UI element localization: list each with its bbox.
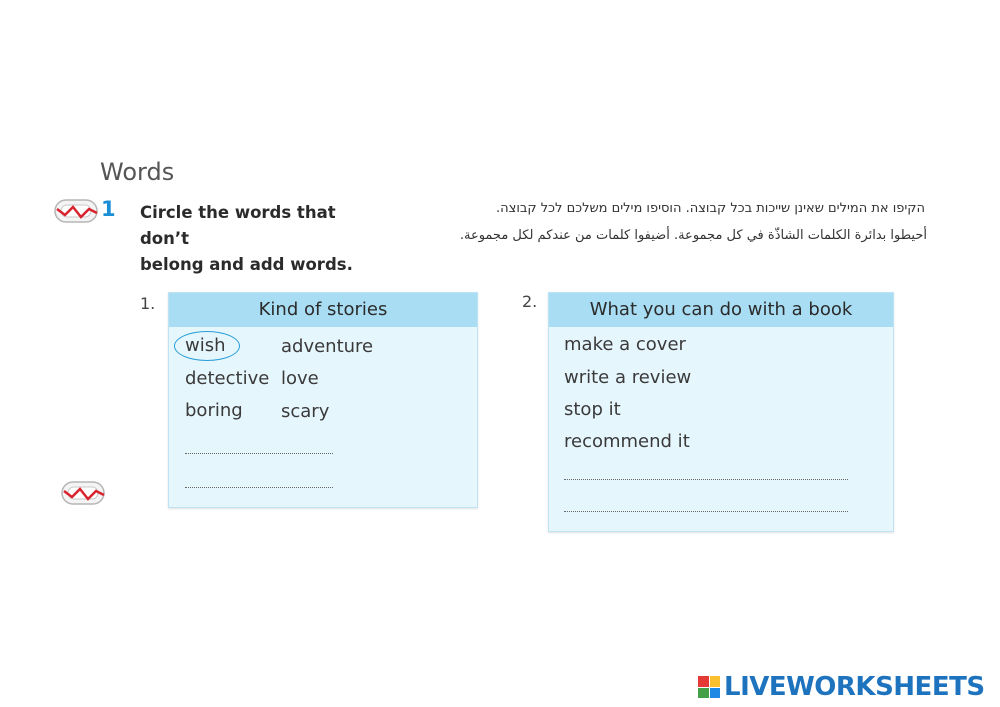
instruction-arabic: أحيطوا بدائرة الكلمات الشاذّة في كل مجموعة. أضيفوا كلمات من عندكم لكل مجموعة.	[459, 228, 927, 243]
box2-number: 2.	[522, 292, 538, 311]
answer-line-2[interactable]	[185, 487, 333, 488]
phrase-stop-it[interactable]: stop it	[564, 399, 621, 420]
phrase-write-a-review[interactable]: write a review	[564, 367, 692, 388]
section-title: Words	[100, 158, 175, 186]
instruction-hebrew: הקיפו את המילים שאינן שייכות בכל קבוצה. הוסיפו מילים משלכם לכל קבוצה.	[496, 201, 925, 216]
pencil-icon	[53, 197, 99, 225]
word-adventure[interactable]: adventure	[281, 336, 374, 357]
word-love[interactable]: love	[281, 368, 319, 389]
box1-header: Kind of stories	[169, 293, 477, 327]
word-scary[interactable]: scary	[281, 401, 330, 422]
box1-number: 1.	[140, 294, 156, 313]
word-wish[interactable]: wish	[185, 335, 226, 356]
phrase-make-a-cover[interactable]: make a cover	[564, 334, 686, 355]
instruction-english-line2: belong and add words.	[140, 255, 353, 274]
logo-text: LIVEWORKSHEETS	[724, 672, 985, 702]
phrase-recommend-it[interactable]: recommend it	[564, 431, 690, 452]
pencil-icon	[60, 479, 106, 507]
instruction-english	[140, 200, 390, 278]
answer-line-3[interactable]	[564, 479, 848, 480]
answer-line-4[interactable]	[564, 511, 848, 512]
logo-grid-icon	[698, 676, 720, 698]
box2-header: What you can do with a book	[549, 293, 893, 327]
word-detective[interactable]: detective	[185, 368, 270, 389]
word-boring[interactable]: boring	[185, 400, 243, 421]
liveworksheets-logo	[698, 672, 985, 702]
box1-kind-of-stories	[168, 292, 478, 508]
instruction-english-line1: Circle the words that don’t	[140, 203, 336, 248]
exercise-number: 1	[101, 197, 116, 221]
box2-what-you-can-do	[548, 292, 894, 532]
answer-line-1[interactable]	[185, 453, 333, 454]
